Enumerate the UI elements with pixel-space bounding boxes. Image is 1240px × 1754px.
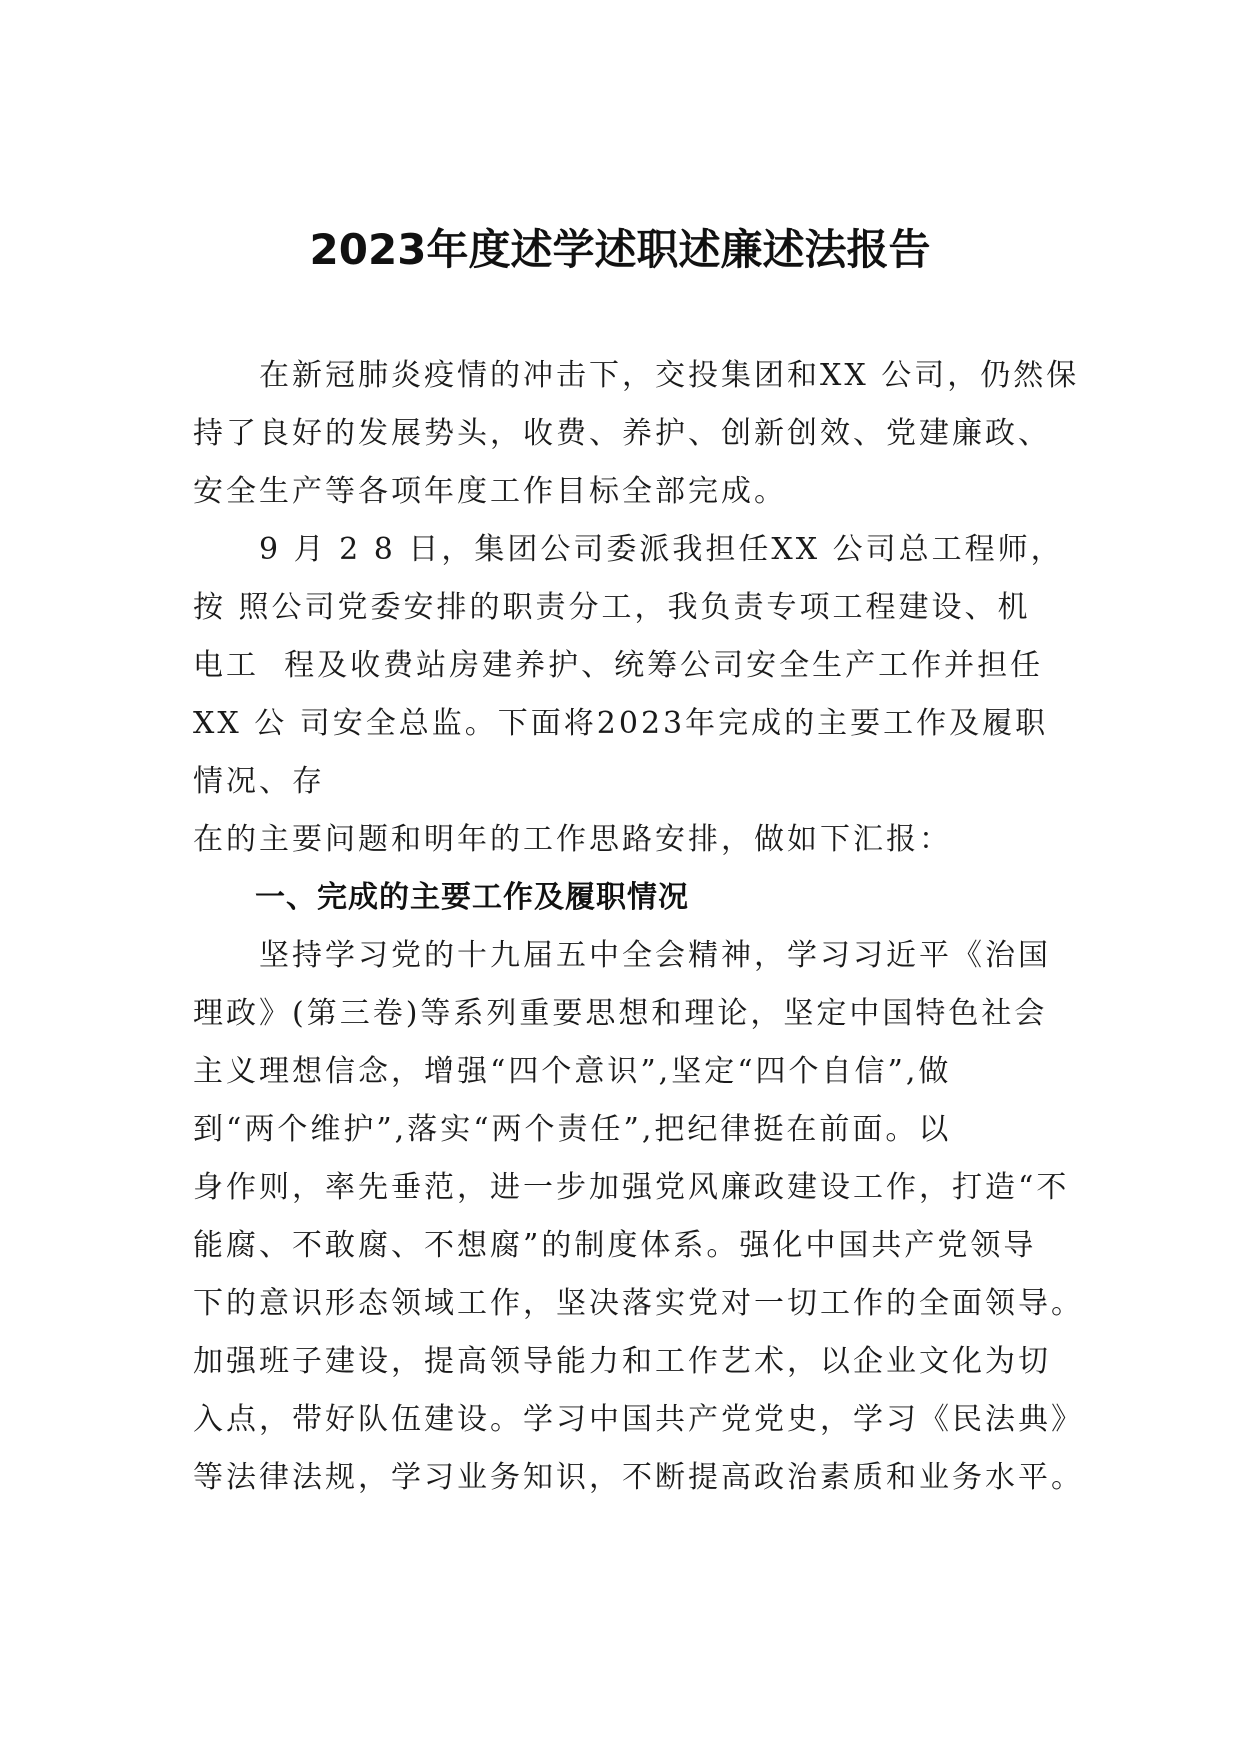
paragraph-line: 按 照公司党委安排的职责分工，我负责专项工程建设、机 [193,590,1031,625]
paragraph-line: 情况、存 [193,764,325,799]
paragraph-line: 在的主要问题和明年的工作思路安排，做如下汇报： [193,822,952,857]
paragraph-line: 理政》(第三卷)等系列重要思想和理论，坚定中国特色社会 [193,996,1048,1031]
paragraph-line: 坚持学习党的十九届五中全会精神，学习习近平《治国 [193,938,1051,973]
paragraph-line: 9 月 2 8 日，集团公司委派我担任XX 公司总工程师， [193,532,1064,567]
paragraph-line: 到“两个维护”,落实“两个责任”,把纪律挺在前面。以 [193,1112,952,1147]
paragraph-line: 等法律法规，学习业务知识，不断提高政治素质和业务水平。 [193,1460,1084,1495]
paragraph-line: 电工 程及收费站房建养护、统筹公司安全生产工作并担任 [193,648,1044,683]
paragraph-line: 主义理想信念，增强“四个意识”,坚定“四个自信”,做 [193,1054,952,1089]
paragraph-line: 加强班子建设，提高领导能力和工作艺术，以企业文化为切 [193,1344,1051,1379]
paragraph-line: 持了良好的发展势头，收费、养护、创新创效、党建廉政、 [193,416,1051,451]
paragraph-line: 下的意识形态领域工作，坚决落实党对一切工作的全面领导。 [193,1286,1084,1321]
paragraph-line: XX 公 司安全总监。下面将2023年完成的主要工作及履职 [193,706,1049,741]
section-heading: 一、完成的主要工作及履职情况 [193,880,689,915]
paragraph-line: 身作则，率先垂范，进一步加强党风廉政建设工作，打造“不 [193,1170,1070,1205]
paragraph-line: 能腐、不敢腐、不想腐”的制度体系。强化中国共产党领导 [193,1228,1037,1263]
paragraph-line: 在新冠肺炎疫情的冲击下，交投集团和XX 公司，仍然保 [193,358,1080,393]
paragraph-line: 入点，带好队伍建设。学习中国共产党党史，学习《民法典》 [193,1402,1084,1437]
document-body [193,347,1084,1507]
paragraph-line: 安全生产等各项年度工作目标全部完成。 [193,474,787,509]
document-title: 2023年度述学述职述廉述法报告 [309,225,931,274]
